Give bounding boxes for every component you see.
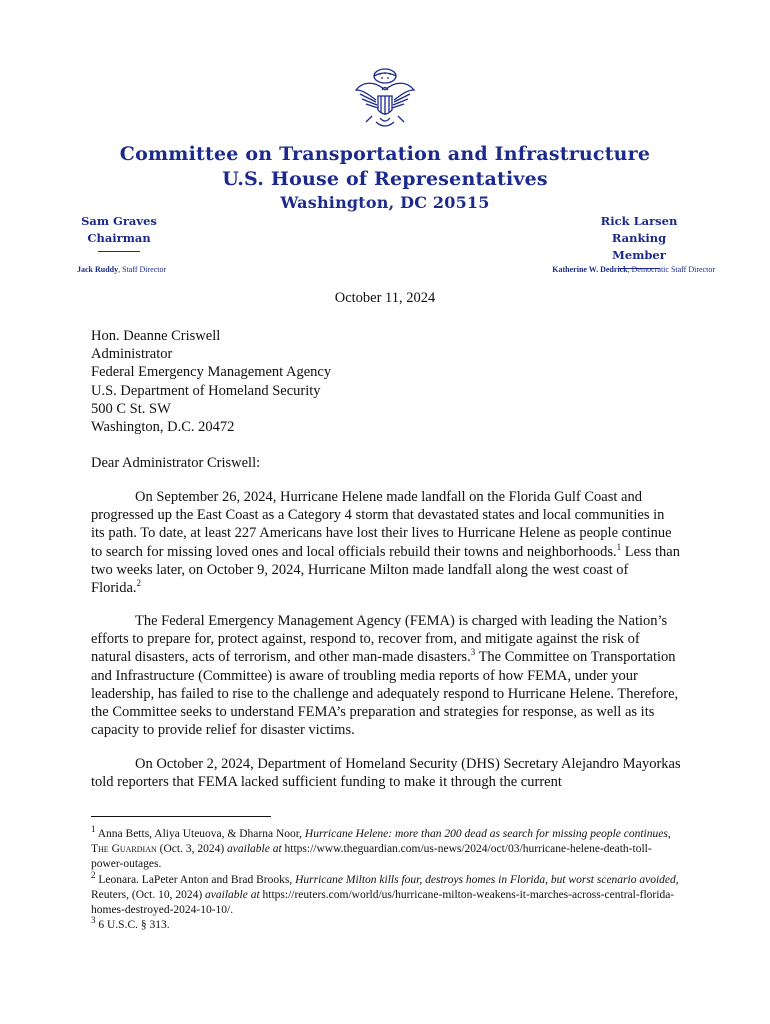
paragraph-text: The Federal Emergency Management Agency (FEMA) is charged with leading the Nation’s efforts to prepare for, protect against, respond to, recover from, and mitigate against the risk of natural disasters, acts of terrorism, and other man-made disasters. [91, 613, 668, 666]
footnote-number: 3 [91, 915, 96, 926]
staff-director-role: , Staff Director [118, 265, 167, 274]
chairman-name: Sam Graves [81, 214, 157, 228]
staff-director [77, 265, 166, 274]
address-line: 500 C St. SW [91, 400, 171, 417]
footnote-url[interactable]: https://reuters.com/world/us/hurricane-milton-weakens-it-marches-across-central-florida-homes-destroyed-2024-10-10/. [91, 888, 675, 917]
ranking-member-block [592, 213, 686, 269]
body-paragraph-1 [91, 488, 681, 597]
divider [98, 251, 140, 252]
address-line: Hon. Deanne Criswell [91, 328, 221, 344]
footnote-available-at: available at [227, 843, 282, 856]
house-seal-eagle-emblem [352, 66, 418, 132]
footnote-2 [91, 869, 681, 919]
staff-director-name: Jack Ruddy [77, 265, 119, 274]
footnote-ref-3[interactable]: 3 [470, 647, 476, 658]
address-line: Washington, DC 20515 [280, 193, 490, 212]
recipient-address [91, 327, 681, 436]
address-line: Administrator [91, 346, 173, 363]
house-name: U.S. House of Representatives [222, 168, 548, 190]
democratic-staff-director [552, 265, 715, 274]
democratic-staff-director-name: Katherine W. Dedrick [552, 265, 628, 274]
footnote-publication: The Guardian [91, 843, 157, 856]
footnote-text: Anna Betts, Aliya Uteuova, & Dharna Noor, [95, 828, 305, 840]
body-paragraph-3: On October 2, 2024, Department of Homeland Security (DHS) Secretary Alejandro Mayorkas told reporters that FEMA lacked sufficient funding to make it through the current [91, 756, 681, 791]
footnote-url[interactable]: https://www.theguardian.com/us-news/2024/oct/03/hurricane-helene-death-toll-power-outages. [91, 843, 652, 871]
paragraph-text: The Committee on Transportation and Infrastructure (Committee) is aware of troubling media reports of how FEMA, under your leadership, has failed to rise to the challenge and adequately respond to Hurricane Helene. Therefore, the Committee seeks to understand FEMA’s preparation and strategies for response, as well as its capacity to provide relief for disaster victims. [91, 649, 679, 739]
footnote-text: , Reuters, (Oct. 10, 2024) [91, 873, 679, 901]
footnote-text: Leonara. LaPeter Anton and Brad Brooks, [95, 873, 296, 886]
footnote-text: (Oct. 3, 2024) [156, 843, 228, 856]
footnote-article-title: Hurricane Helene: more than 200 dead as search for missing people continues [304, 828, 668, 840]
footnote-article-title: Hurricane Milton kills four, destroys homes in Florida, but worst scenario avoided [295, 873, 676, 886]
paragraph-text: On September 26, 2024, Hurricane Helene made landfall on the Florida Gulf Coast and progressed up the East Coast as a Category 4 storm that devastated states and local communities in its path. To date, at least 227 Americans have lost their lives to Hurricane Helene as people continue to search for missing loved ones and local officials rebuild their towns and neighborhoods. [91, 489, 672, 560]
footnote-available-at: available at [205, 888, 260, 901]
footnote-text: 6 U.S.C. § 313. [95, 919, 170, 932]
footnote-number: 2 [91, 869, 96, 880]
footnote-ref-1[interactable]: 1 [616, 541, 622, 552]
address-line: Washington, D.C. 20472 [91, 419, 235, 436]
ranking-member-name: Rick Larsen [600, 214, 678, 228]
footnote-number: 1 [91, 824, 96, 835]
committee-name: Committee on Transportation and Infrastructure [119, 143, 651, 165]
chairman-title: Chairman [87, 231, 151, 245]
footnote-text: , [667, 828, 671, 840]
footnote-1 [91, 824, 681, 873]
address-line: U.S. Department of Homeland Security [91, 382, 321, 399]
chairman-block [78, 213, 160, 252]
address-line: Federal Emergency Management Agency [91, 364, 332, 381]
body-paragraph-2 [91, 612, 681, 739]
footnote-ref-2[interactable]: 2 [136, 578, 142, 589]
democratic-staff-director-role: , Democratic Staff Director [627, 265, 715, 274]
paragraph-text: Less than two weeks later, on October 9, 2024, Hurricane Milton made landfall along the west coast of Florida. [91, 543, 680, 597]
footnote-3 [91, 915, 681, 933]
footnote-divider [91, 816, 271, 817]
footnotes [91, 824, 681, 933]
ranking-member-title: Ranking Member [611, 231, 667, 262]
letter-date: October 11, 2024 [334, 290, 436, 306]
salutation: Dear Administrator Criswell: [91, 455, 261, 471]
